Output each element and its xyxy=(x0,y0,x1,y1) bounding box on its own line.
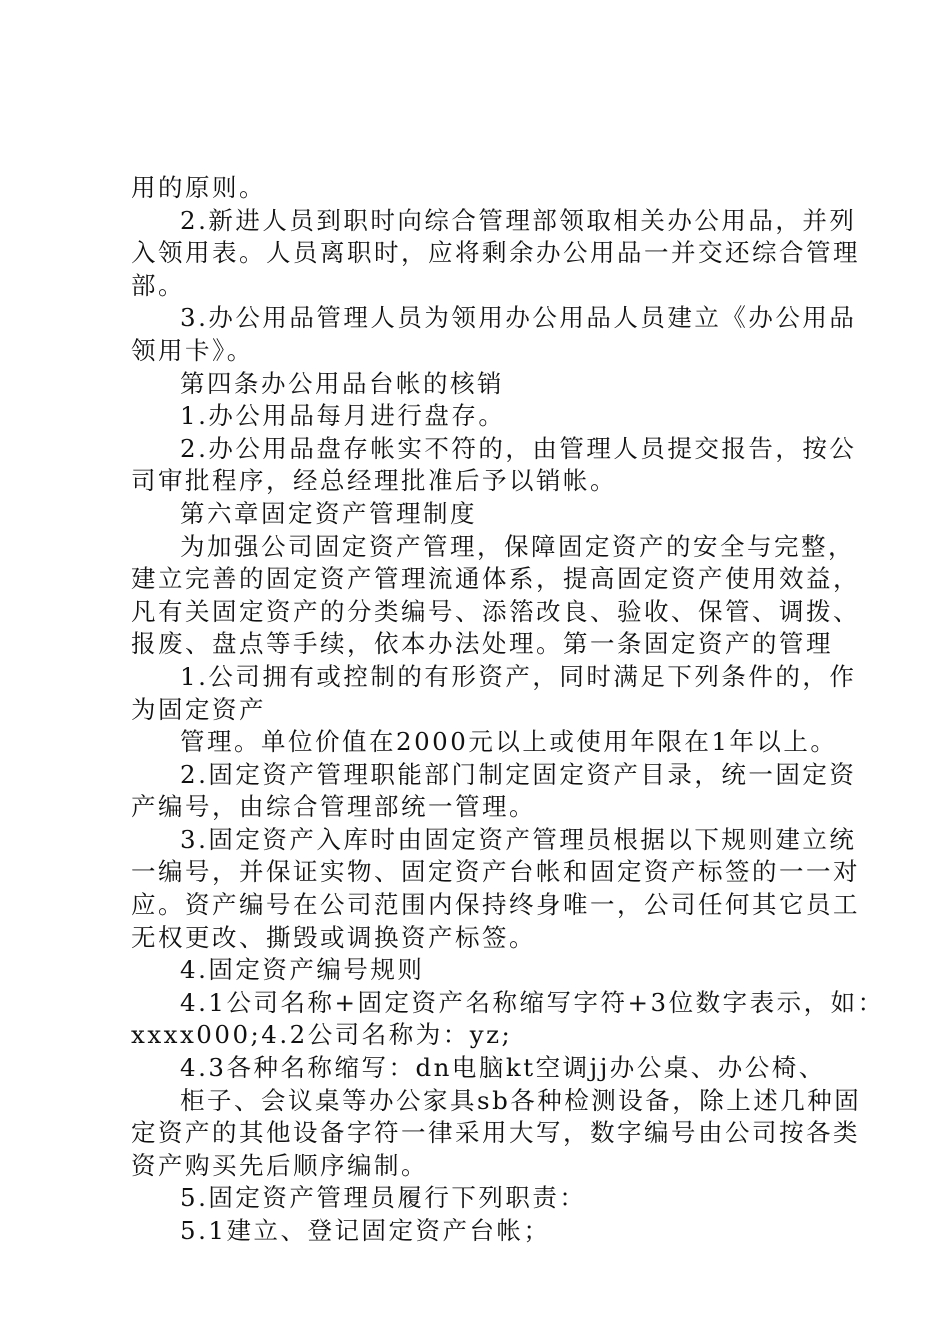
text-line: 3.办公用品管理人员为领用办公用品人员建立《办公用品 xyxy=(180,303,857,333)
text-line: 入领用表。人员离职时，应将剩余办公用品一并交还综合管理 xyxy=(131,238,860,268)
text-line: 2.固定资产管理职能部门制定固定资产目录，统一固定资 xyxy=(180,759,857,789)
text-line: 第四条办公用品台帐的核销 xyxy=(180,368,504,398)
text-line: 2.办公用品盘存帐实不符的，由管理人员提交报告，按公 xyxy=(180,433,857,463)
text-line: 部。 xyxy=(131,270,185,300)
text-line: 2.新进人员到职时向综合管理部领取相关办公用品，并列 xyxy=(180,205,857,235)
text-line: 无权更改、撕毁或调换资产标签。 xyxy=(131,922,536,952)
text-line: 为固定资产 xyxy=(131,694,266,724)
text-line: 产编号，由综合管理部统一管理。 xyxy=(131,792,536,822)
text-line: 建立完善的固定资产管理流通体系，提高固定资产使用效益， xyxy=(131,564,860,594)
text-line: 为加强公司固定资产管理，保障固定资产的安全与完整， xyxy=(180,531,855,561)
text-line: 定资产的其他设备字符一律采用大写，数字编号由公司按各类 xyxy=(131,1118,860,1148)
text-line: 领用卡》。 xyxy=(131,335,254,365)
text-line: 柜子、会议桌等办公家具sb各种检测设备，除上述几种固 xyxy=(180,1085,862,1115)
text-line: 资产购买先后顺序编制。 xyxy=(131,1150,428,1180)
text-line: 4.1公司名称+固定资产名称缩写字符+3位数字表示，如： xyxy=(180,987,885,1017)
text-line: 报废、盘点等手续，依本办法处理。第一条固定资产的管理 xyxy=(131,629,833,659)
text-line: 1.办公用品每月进行盘存。 xyxy=(180,401,506,431)
text-line: 3.固定资产入库时由固定资产管理员根据以下规则建立统 xyxy=(180,824,857,854)
text-line: 用的原则。 xyxy=(131,173,266,202)
document-body xyxy=(131,172,885,1248)
text-line: 5.固定资产管理员履行下列职责： xyxy=(180,1183,587,1213)
text-line: 4.固定资产编号规则 xyxy=(180,955,425,985)
text-line: 1.公司拥有或控制的有形资产，同时满足下列条件的，作 xyxy=(180,661,857,691)
text-line: 一编号，并保证实物、固定资产台帐和固定资产标签的一一对 xyxy=(131,857,860,887)
text-line: 第六章固定资产管理制度 xyxy=(180,498,477,528)
text-line: xxxx000;4.2公司名称为：yz; xyxy=(131,1020,513,1050)
text-line: 5.1建立、登记固定资产台帐； xyxy=(180,1216,551,1245)
text-line: 司审批程序，经总经理批准后予以销帐。 xyxy=(131,466,617,496)
text-line: 管理。单位价值在2000元以上或使用年限在1年以上。 xyxy=(180,727,838,757)
text-line: 4.3各种名称缩写：dn电脑kt空调jj办公桌、办公椅、 xyxy=(180,1053,826,1083)
text-line: 应。资产编号在公司范围内保持终身唯一，公司任何其它员工 xyxy=(131,890,860,920)
text-line: 凡有关固定资产的分类编号、添箈改良、验收、保管、调拨、 xyxy=(131,596,860,626)
